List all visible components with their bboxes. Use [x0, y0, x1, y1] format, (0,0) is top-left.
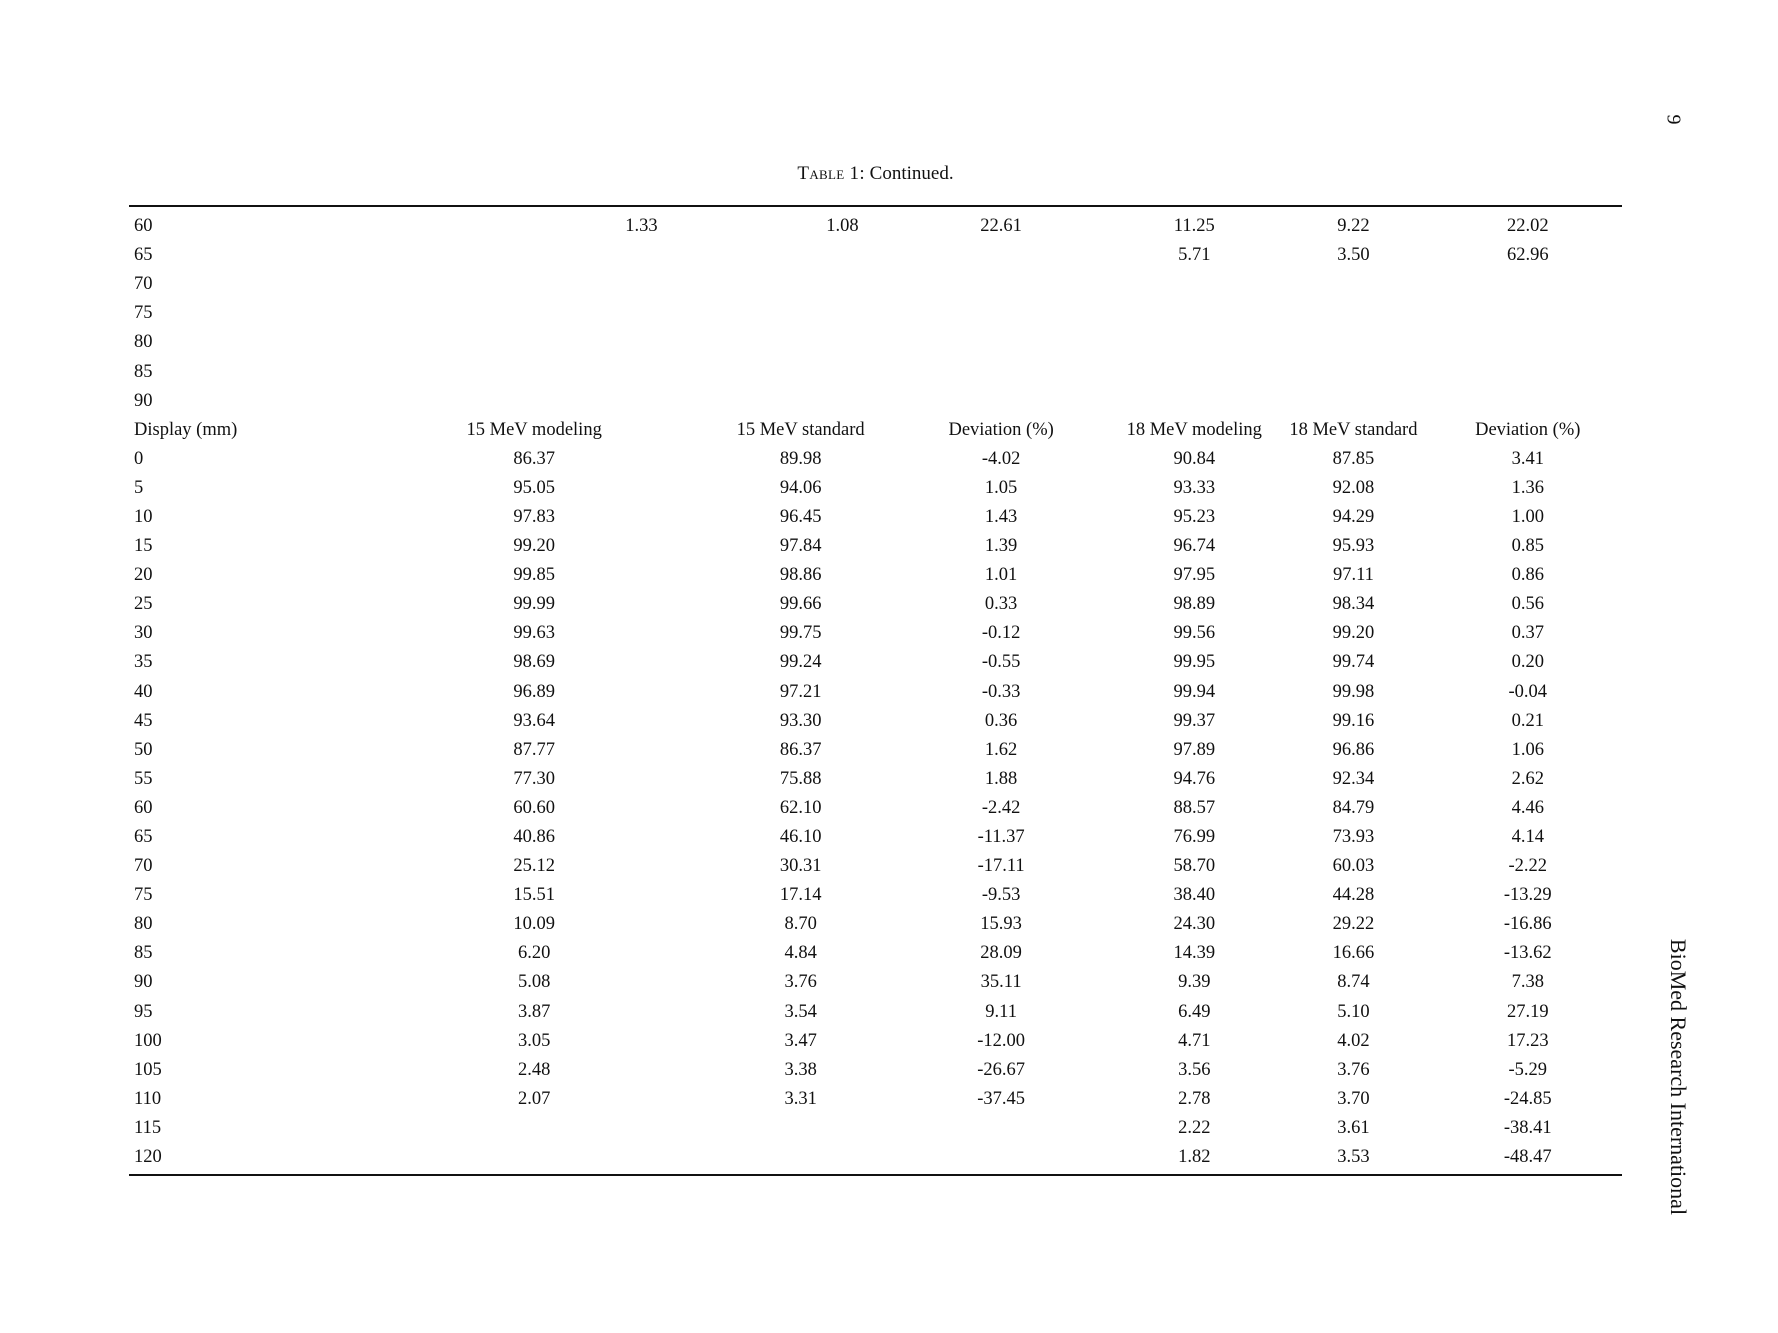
value-cell: -24.85: [1503, 1088, 1552, 1109]
value-cell: 99.95: [1173, 652, 1216, 673]
value-cell: 16.66: [1332, 943, 1375, 964]
value-cell: 99.20: [1332, 623, 1375, 644]
value-cell: 4.46: [1511, 797, 1544, 818]
value-cell: 97.89: [1173, 739, 1216, 760]
table-row: [129, 474, 1622, 503]
value-cell: [1273, 299, 1433, 328]
value-cell: -13.29: [1503, 885, 1552, 906]
value-cell: 62.96: [1506, 245, 1549, 266]
continued-rows: [129, 212, 1622, 416]
value-cell: [887, 241, 1115, 270]
value-cell: [1115, 387, 1273, 416]
value-cell: 17.14: [779, 885, 822, 906]
value-cell: 93.33: [1173, 477, 1216, 498]
display-cell: 40: [134, 681, 153, 702]
value-cell: -0.33: [981, 681, 1021, 702]
value-cell: 4.02: [1337, 1030, 1370, 1051]
value-cell: [887, 1114, 1115, 1143]
value-cell: -5.29: [1508, 1059, 1548, 1080]
value-cell: 97.95: [1173, 565, 1216, 586]
display-cell: 60: [134, 216, 153, 237]
value-cell: 97.83: [513, 506, 555, 527]
display-cell: 120: [134, 1147, 162, 1168]
table-row: [129, 765, 1622, 794]
value-cell: [887, 357, 1115, 386]
value-cell: 4.84: [784, 943, 817, 964]
value-cell: 95.23: [1173, 506, 1216, 527]
value-cell: 1.00: [1511, 506, 1544, 527]
value-cell: 22.61: [980, 216, 1022, 237]
value-cell: 24.30: [1173, 914, 1216, 935]
display-cell: 50: [134, 739, 153, 760]
continued-row: [129, 212, 1622, 241]
value-cell: [1115, 299, 1273, 328]
value-cell: 2.78: [1178, 1088, 1211, 1109]
value-cell: 4.14: [1511, 827, 1544, 848]
value-cell: 1.62: [984, 739, 1018, 760]
value-cell: 3.76: [1337, 1059, 1370, 1080]
value-cell: [1273, 328, 1433, 357]
display-cell: 30: [134, 623, 153, 644]
table-caption: [129, 163, 1622, 185]
continued-row: [129, 328, 1622, 357]
table-row: [129, 1056, 1622, 1085]
value-cell: 1.39: [984, 536, 1018, 557]
data-table-container: [129, 205, 1622, 1176]
value-cell: 96.74: [1173, 536, 1216, 557]
value-cell: 88.57: [1173, 797, 1216, 818]
value-cell: [354, 1114, 714, 1143]
value-cell: 99.24: [779, 652, 822, 673]
table-caption-text: Continued.: [869, 163, 954, 184]
value-cell: 0.33: [984, 594, 1018, 615]
value-cell: 99.98: [1332, 681, 1375, 702]
value-cell: 15.93: [980, 914, 1022, 935]
table-row: [129, 998, 1622, 1027]
journal-name: BioMed Research International: [1666, 938, 1691, 1216]
value-b: 1.08: [826, 216, 859, 236]
display-cell: 20: [134, 565, 153, 586]
column-header: 18 MeV standard: [1289, 419, 1418, 440]
value-cell: 8.74: [1337, 972, 1370, 993]
value-cell: [1115, 270, 1273, 299]
value-cell: 3.50: [1337, 245, 1370, 266]
continued-row: [129, 357, 1622, 386]
value-cell: 95.05: [513, 477, 555, 498]
table-row: [129, 910, 1622, 939]
value-cell: 44.28: [1332, 885, 1375, 906]
value-cell: 3.56: [1178, 1059, 1211, 1080]
display-cell: 10: [134, 506, 153, 527]
value-cell: 97.11: [1332, 565, 1374, 586]
value-cell: 94.06: [779, 477, 822, 498]
display-cell: 75: [134, 885, 153, 906]
value-cell: 5.08: [517, 972, 551, 993]
split-cell: [714, 241, 887, 270]
table-label: Table 1:: [797, 163, 865, 184]
table-row: [129, 619, 1622, 648]
value-cell: 6.20: [517, 943, 551, 964]
continued-row: [129, 387, 1622, 416]
value-cell: 75.88: [779, 768, 822, 789]
value-cell: 60.60: [513, 797, 555, 818]
value-cell: 5.71: [1178, 245, 1211, 266]
value-cell: 1.88: [984, 768, 1018, 789]
value-cell: -4.02: [981, 448, 1021, 469]
value-cell: -17.11: [977, 856, 1025, 877]
table-row: [129, 1143, 1622, 1172]
value-cell: 99.20: [513, 536, 555, 557]
display-cell: 110: [134, 1088, 162, 1109]
column-header: 18 MeV modeling: [1126, 419, 1262, 440]
value-cell: -2.42: [981, 797, 1021, 818]
display-cell: 0: [134, 448, 144, 469]
value-cell: 99.63: [513, 623, 555, 644]
display-cell: 60: [134, 797, 153, 818]
table-row: [129, 823, 1622, 852]
value-cell: 99.99: [513, 594, 555, 615]
value-cell: 8.70: [784, 914, 817, 935]
value-cell: 14.39: [1173, 943, 1216, 964]
display-cell: 55: [134, 768, 153, 789]
column-header: 15 MeV modeling: [466, 419, 602, 440]
value-cell: 89.98: [779, 448, 822, 469]
value-cell: 99.16: [1332, 710, 1375, 731]
table-row: [129, 968, 1622, 997]
value-cell: -12.00: [977, 1030, 1026, 1051]
value-cell: 1.06: [1511, 739, 1544, 760]
value-cell: [887, 387, 1115, 416]
display-cell: 85: [134, 361, 153, 382]
empty-cell: [354, 212, 714, 241]
value-cell: 1.01: [984, 565, 1018, 586]
value-cell: 46.10: [779, 827, 822, 848]
value-cell: 95.93: [1332, 536, 1375, 557]
display-cell: 95: [134, 1001, 153, 1022]
value-cell: 0.21: [1511, 710, 1544, 731]
value-cell: 2.48: [517, 1059, 551, 1080]
continued-row: [129, 241, 1622, 270]
data-table: [129, 212, 1622, 1172]
value-cell: 3.41: [1511, 448, 1544, 469]
value-cell: 94.76: [1173, 768, 1216, 789]
value-cell: -13.62: [1503, 943, 1552, 964]
value-cell: -16.86: [1503, 914, 1552, 935]
split-cell: [714, 387, 887, 416]
value-cell: 77.30: [513, 768, 555, 789]
table-row: [129, 1114, 1622, 1143]
value-cell: [1434, 328, 1622, 357]
value-cell: -11.37: [977, 827, 1025, 848]
table-row: [129, 707, 1622, 736]
value-cell: 0.36: [984, 710, 1018, 731]
display-cell: 75: [134, 303, 153, 324]
value-cell: 9.11: [985, 1001, 1017, 1022]
value-cell: 11.25: [1173, 216, 1215, 237]
value-cell: [354, 1143, 714, 1172]
value-cell: [1434, 387, 1622, 416]
display-cell: 80: [134, 332, 153, 353]
table-row: [129, 1085, 1622, 1114]
split-cell: [625, 212, 887, 241]
value-cell: 90.84: [1173, 448, 1216, 469]
value-cell: 99.75: [779, 623, 822, 644]
value-cell: 0.85: [1511, 536, 1544, 557]
value-cell: -26.67: [977, 1059, 1026, 1080]
display-cell: 100: [134, 1030, 162, 1051]
continued-row: [129, 299, 1622, 328]
value-cell: 86.37: [513, 448, 555, 469]
value-cell: 9.22: [1337, 216, 1370, 237]
table-row: [129, 445, 1622, 474]
value-cell: 99.94: [1173, 681, 1216, 702]
value-cell: 87.77: [513, 739, 555, 760]
value-cell: 3.31: [784, 1088, 817, 1109]
value-cell: 10.09: [513, 914, 555, 935]
column-header: Deviation (%): [1475, 419, 1581, 440]
table-row: [129, 736, 1622, 765]
value-cell: 99.66: [779, 594, 822, 615]
value-cell: 97.21: [779, 681, 822, 702]
display-cell: 70: [134, 274, 153, 295]
value-cell: [1273, 270, 1433, 299]
value-cell: 86.37: [779, 739, 822, 760]
value-cell: 94.29: [1332, 506, 1375, 527]
value-cell: 99.85: [513, 565, 555, 586]
table-row: [129, 794, 1622, 823]
value-cell: 60.03: [1332, 856, 1375, 877]
value-cell: 99.74: [1332, 652, 1375, 673]
value-cell: [1115, 357, 1273, 386]
value-cell: 76.99: [1173, 827, 1216, 848]
table-row: [129, 852, 1622, 881]
table-row: [129, 532, 1622, 561]
value-cell: [1273, 387, 1433, 416]
value-cell: 0.86: [1511, 565, 1544, 586]
value-cell: 30.31: [779, 856, 822, 877]
value-cell: 73.93: [1332, 827, 1375, 848]
value-cell: 22.02: [1506, 216, 1549, 237]
value-cell: 1.05: [984, 477, 1018, 498]
value-cell: 96.89: [513, 681, 555, 702]
empty-cell: [354, 387, 714, 416]
value-cell: 7.38: [1511, 972, 1544, 993]
value-cell: 99.56: [1173, 623, 1216, 644]
split-cell: [714, 299, 887, 328]
display-cell: 70: [134, 856, 153, 877]
value-cell: [1434, 299, 1622, 328]
value-cell: [1115, 328, 1273, 357]
empty-cell: [354, 328, 714, 357]
value-cell: 3.47: [784, 1030, 817, 1051]
value-cell: 15.51: [513, 885, 555, 906]
value-cell: 98.89: [1173, 594, 1216, 615]
value-cell: [887, 328, 1115, 357]
empty-cell: [354, 270, 714, 299]
column-header: Deviation (%): [948, 419, 1054, 440]
display-cell: 65: [134, 245, 153, 266]
display-cell: 65: [134, 827, 153, 848]
value-cell: 58.70: [1173, 856, 1216, 877]
display-cell: 105: [134, 1059, 162, 1080]
table-row: [129, 590, 1622, 619]
value-cell: [714, 1114, 887, 1143]
value-cell: 3.53: [1337, 1147, 1370, 1168]
value-cell: 1.82: [1178, 1147, 1211, 1168]
display-cell: 45: [134, 710, 153, 731]
table-row: [129, 503, 1622, 532]
value-cell: 92.34: [1332, 768, 1375, 789]
value-cell: -2.22: [1508, 856, 1548, 877]
column-header: 15 MeV standard: [736, 419, 865, 440]
value-cell: 5.10: [1337, 1001, 1370, 1022]
header-row: [129, 416, 1622, 445]
value-cell: 1.36: [1511, 477, 1544, 498]
main-rows: [129, 416, 1622, 1172]
value-cell: 97.84: [779, 536, 822, 557]
display-cell: 5: [134, 477, 144, 498]
value-cell: 27.19: [1506, 1001, 1549, 1022]
empty-cell: [354, 299, 714, 328]
table-row: [129, 561, 1622, 590]
value-cell: [1434, 357, 1622, 386]
value-cell: 1.43: [984, 506, 1018, 527]
value-cell: 35.11: [980, 972, 1022, 993]
value-cell: 2.22: [1178, 1117, 1211, 1138]
value-cell: 62.10: [779, 797, 822, 818]
table-row: [129, 881, 1622, 910]
value-cell: 6.49: [1178, 1001, 1211, 1022]
empty-cell: [354, 241, 714, 270]
value-cell: [1273, 357, 1433, 386]
value-cell: -0.04: [1508, 681, 1548, 702]
display-cell: 15: [134, 536, 153, 557]
value-cell: 3.76: [784, 972, 817, 993]
split-cell: [714, 357, 887, 386]
value-cell: 99.37: [1173, 710, 1216, 731]
value-cell: 3.54: [784, 1001, 817, 1022]
display-cell: 115: [134, 1117, 162, 1138]
value-cell: -0.12: [981, 623, 1021, 644]
value-cell: 98.69: [513, 652, 555, 673]
value-cell: -48.47: [1503, 1147, 1552, 1168]
value-cell: 25.12: [513, 856, 555, 877]
value-cell: [887, 299, 1115, 328]
value-cell: 3.61: [1337, 1117, 1370, 1138]
value-cell: 3.38: [784, 1059, 817, 1080]
value-cell: 84.79: [1332, 797, 1375, 818]
continued-row: [129, 270, 1622, 299]
value-cell: 0.56: [1511, 594, 1544, 615]
value-cell: 2.07: [517, 1088, 551, 1109]
value-cell: [1434, 270, 1622, 299]
value-cell: 40.86: [513, 827, 555, 848]
value-cell: 98.86: [779, 565, 822, 586]
empty-cell: [354, 357, 714, 386]
value-cell: 0.20: [1511, 652, 1544, 673]
value-cell: 92.08: [1332, 477, 1375, 498]
value-cell: 9.39: [1178, 972, 1211, 993]
value-cell: 0.37: [1511, 623, 1544, 644]
table-row: [129, 678, 1622, 707]
page-number: 9: [1662, 114, 1685, 125]
value-cell: 38.40: [1173, 885, 1216, 906]
value-cell: 96.45: [779, 506, 822, 527]
value-cell: -38.41: [1503, 1117, 1552, 1138]
display-cell: 25: [134, 594, 153, 615]
display-cell: 90: [134, 972, 153, 993]
table-row: [129, 1027, 1622, 1056]
value-cell: [887, 270, 1115, 299]
table-row: [129, 648, 1622, 677]
value-cell: [714, 1143, 887, 1172]
display-cell: 90: [134, 390, 153, 411]
split-cell: [714, 270, 887, 299]
value-cell: 98.34: [1332, 594, 1375, 615]
value-cell: 3.70: [1337, 1088, 1370, 1109]
table-row: [129, 939, 1622, 968]
value-cell: 2.62: [1511, 768, 1544, 789]
value-cell: 29.22: [1332, 914, 1375, 935]
value-cell: 28.09: [980, 943, 1022, 964]
value-cell: 4.71: [1178, 1030, 1211, 1051]
value-cell: -9.53: [981, 885, 1021, 906]
display-cell: 80: [134, 914, 153, 935]
value-cell: 3.87: [517, 1001, 551, 1022]
split-cell: [714, 328, 887, 357]
value-cell: 17.23: [1506, 1030, 1549, 1051]
value-cell: -0.55: [981, 652, 1021, 673]
value-cell: 93.30: [779, 710, 822, 731]
column-header: Display (mm): [134, 419, 238, 440]
value-cell: 3.05: [517, 1030, 551, 1051]
value-cell: 93.64: [513, 710, 555, 731]
value-cell: 87.85: [1332, 448, 1375, 469]
display-cell: 85: [134, 943, 153, 964]
value-cell: -37.45: [977, 1088, 1026, 1109]
value-a: 1.33: [625, 216, 658, 236]
value-cell: 96.86: [1332, 739, 1375, 760]
value-cell: [887, 1143, 1115, 1172]
display-cell: 35: [134, 652, 153, 673]
